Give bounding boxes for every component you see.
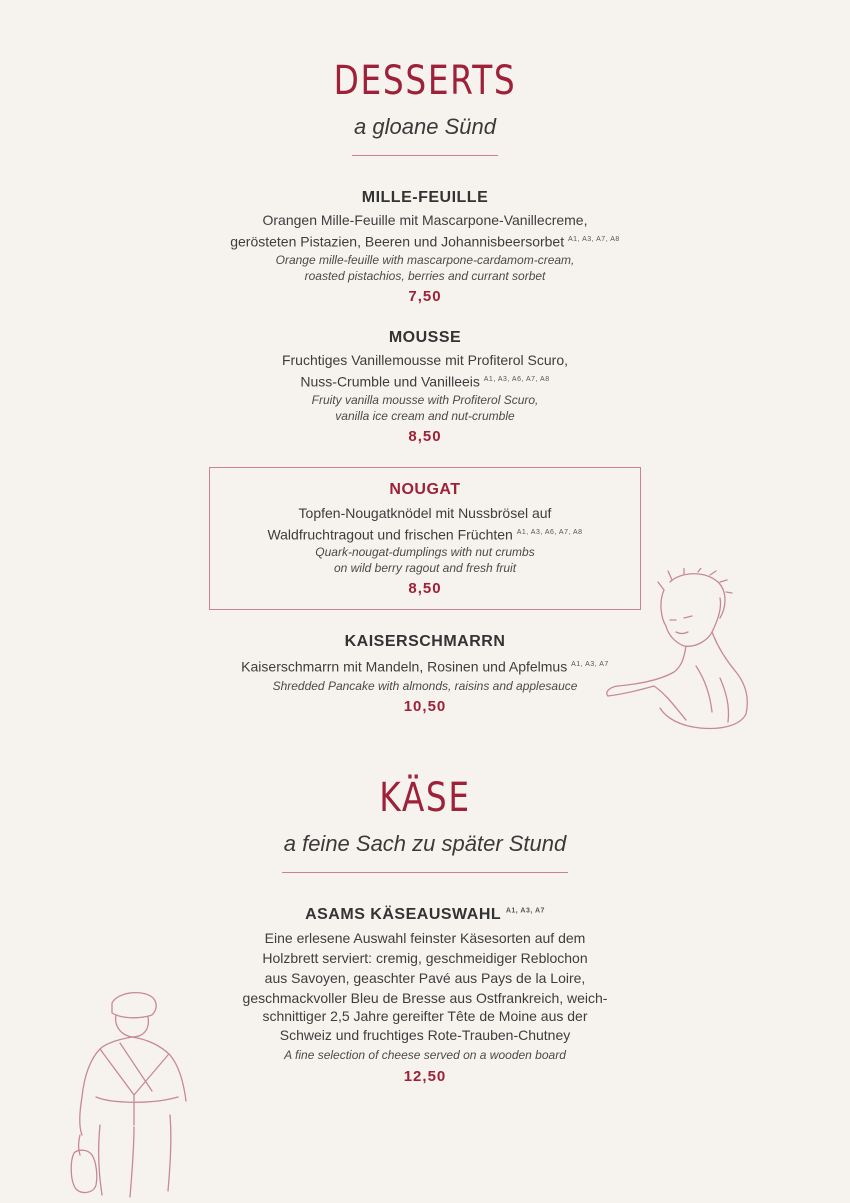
- item-price: 8,50: [408, 580, 442, 597]
- item-desc-de-line: Kaiserschmarrn mit Mandeln, Rosinen und Apfelmus $^{A1, A3, A7}$: [241, 658, 609, 675]
- item-desc-en-line: Fruity vanilla mousse with Profiterol Scuro,: [311, 393, 539, 407]
- kaese-divider: [282, 872, 568, 873]
- item-title-kaeseauswahl: ASAMS KÄSEAUSWAHL $^{A1, A3, A7}$: [305, 906, 545, 923]
- item-title-kaiserschmarrn: KAISERSCHMARRN: [344, 633, 506, 650]
- allergen-codes: A1, A3, A7, A8: [568, 236, 620, 243]
- desserts-subtitle: a gloane Sünd: [354, 114, 496, 139]
- roman-bust-illustration: [600, 568, 755, 738]
- waiter-illustration: [60, 985, 210, 1203]
- kaese-title: KÄSE: [379, 775, 471, 821]
- item-desc-en-line: roasted pistachios, berries and currant sorbet: [304, 269, 546, 283]
- item-desc-de-line: Fruchtiges Vanillemousse mit Profiterol Scuro,: [281, 352, 569, 368]
- item-title-nougat: NOUGAT: [389, 481, 461, 498]
- desserts-title: DESSERTS: [333, 58, 517, 104]
- item-price: 10,50: [403, 698, 447, 715]
- item-price: 8,50: [408, 428, 442, 445]
- item-price: 7,50: [408, 288, 442, 305]
- item-price: 12,50: [403, 1068, 447, 1085]
- item-desc-de-line: Orangen Mille-Feuille mit Mascarpone-Vanillecreme,: [262, 212, 588, 228]
- allergen-codes: A1, A3, A6, A7, A8: [516, 529, 583, 536]
- item-title-mousse: MOUSSE: [388, 329, 462, 346]
- item-desc-en-line: Orange mille-feuille with mascarpone-cardamom-cream,: [275, 253, 575, 267]
- item-desc-en-line: Quark-nougat-dumplings with nut crumbs: [315, 545, 535, 559]
- item-desc-en-line: Shredded Pancake with almonds, raisins and applesauce: [272, 679, 578, 693]
- item-desc-de-line: gerösteten Pistazien, Beeren und Johannisbeersorbet $^{A1, A3, A7, A8}$: [230, 233, 620, 250]
- kaese-subtitle: a feine Sach zu später Stund: [283, 831, 567, 856]
- allergen-codes: A1, A3, A7: [505, 907, 545, 915]
- desserts-divider: [352, 155, 498, 156]
- item-desc-de-line: Schweiz und fruchtiges Rote-Trauben-Chutney: [279, 1027, 571, 1043]
- item-title-mille-feuille: MILLE-FEUILLE: [361, 189, 489, 206]
- item-desc-de-line: geschmackvoller Bleu de Bresse aus Ostfrankreich, weich-: [242, 990, 608, 1006]
- item-desc-de-line: Waldfruchtragout und frischen Früchten $^{A1, A3, A6, A7, A8}$: [267, 526, 583, 543]
- item-desc-en-line: A fine selection of cheese served on a wooden board: [284, 1048, 566, 1062]
- item-desc-en-line: on wild berry ragout and fresh fruit: [333, 561, 517, 575]
- item-desc-de-line: aus Savoyen, geaschter Pavé aus Pays de la Loire,: [264, 970, 586, 986]
- item-desc-de-line: Holzbrett serviert: cremig, geschmeidiger Reblochon: [262, 950, 588, 966]
- item-desc-de-line: Nuss-Crumble und Vanilleeis $^{A1, A3, A6, A7, A8}$: [300, 373, 550, 390]
- allergen-codes: A1, A3, A6, A7, A8: [483, 376, 550, 383]
- item-desc-en-line: vanilla ice cream and nut-crumble: [335, 409, 515, 423]
- item-desc-de-line: Eine erlesene Auswahl feinster Käsesorten auf dem: [264, 930, 586, 946]
- item-desc-de-line: schnittiger 2,5 Jahre gereifter Tête de Moine aus der: [262, 1008, 588, 1024]
- allergen-codes: A1, A3, A7: [571, 661, 609, 668]
- item-desc-de-line: Topfen-Nougatknödel mit Nussbrösel auf: [298, 505, 552, 521]
